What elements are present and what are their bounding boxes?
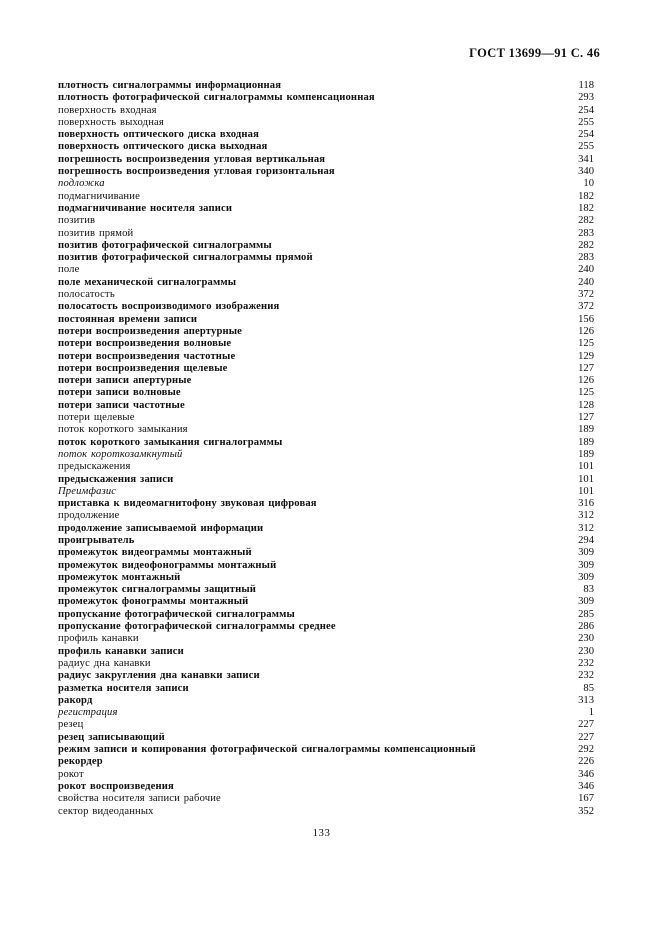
entry-term: режим записи и копирования фотографической сигналограммы компенсационный: [58, 744, 476, 756]
index-entry: [58, 510, 594, 522]
entry-page-number: 372: [578, 301, 594, 313]
entry-term: поток короткого замыкания: [58, 424, 188, 436]
entry-page-number: 125: [578, 338, 594, 350]
index-entry: [58, 793, 594, 805]
entry-term: профиль канавки записи: [58, 645, 184, 657]
entry-page-number: 101: [578, 473, 594, 485]
index-entry: [58, 732, 594, 744]
entry-term: потери воспроизведения апертурные: [58, 325, 243, 337]
entry-term: промежуток фонограммы монтажный: [58, 596, 249, 608]
entry-page-number: 127: [578, 412, 594, 424]
index-entry: [58, 646, 594, 658]
entry-term: поверхность выходная: [58, 116, 164, 128]
index-entry: [58, 596, 594, 608]
entry-page-number: 372: [578, 289, 594, 301]
entry-term: резец: [58, 719, 84, 731]
index-entry: [58, 314, 594, 326]
entry-term: разметка носителя записи: [58, 682, 189, 694]
entry-term: ракорд: [58, 694, 93, 706]
entry-page-number: 83: [583, 584, 594, 596]
index-entry: [58, 621, 594, 633]
entry-term: поток короткого замыкания сигналограммы: [58, 436, 283, 448]
entry-page-number: 286: [578, 621, 594, 633]
entry-term: промежуток видеограммы монтажный: [58, 547, 252, 559]
entry-page-number: 255: [578, 116, 594, 128]
index-entry: [58, 486, 594, 498]
entry-page-number: 101: [578, 485, 594, 497]
entry-page-number: 294: [578, 534, 594, 546]
index-entry: [58, 240, 594, 252]
page-number: 133: [312, 827, 331, 839]
entry-term: потери записи частотные: [58, 399, 185, 411]
index-entry: [58, 683, 594, 695]
entry-page-number: 182: [578, 190, 594, 202]
entry-page-number: 227: [578, 731, 594, 743]
entry-page-number: 230: [578, 645, 594, 657]
entry-term: сектор видеоданных: [58, 805, 154, 817]
entry-term: поле механической сигналограммы: [58, 276, 237, 288]
entry-term: поверхность входная: [58, 104, 157, 116]
entry-term: поле: [58, 264, 80, 276]
entry-page-number: 189: [578, 448, 594, 460]
entry-term: рокот воспроизведения: [58, 780, 174, 792]
index-entry: [58, 498, 594, 510]
index-entry: [58, 117, 594, 129]
entry-page-number: 240: [578, 264, 594, 276]
entry-term: поверхность оптического диска входная: [58, 129, 259, 141]
entry-page-number: 167: [578, 793, 594, 805]
entry-term: продолжение записываемой информации: [58, 522, 264, 534]
entry-page-number: 127: [578, 362, 594, 374]
entry-term: подмагничивание: [58, 190, 140, 202]
index-entry: [58, 203, 594, 215]
entry-page-number: 346: [578, 768, 594, 780]
index-entry: [58, 191, 594, 203]
entry-term: полосатость воспроизводимого изображения: [58, 301, 280, 313]
index-entry: [58, 154, 594, 166]
index-entry: [58, 707, 594, 719]
index-entry: [58, 695, 594, 707]
entry-term: проигрыватель: [58, 534, 135, 546]
entry-page-number: 341: [578, 153, 594, 165]
entry-page-number: 125: [578, 387, 594, 399]
entry-term: промежуток видеофонограммы монтажный: [58, 559, 277, 571]
entry-term: позитив фотографической сигналограммы: [58, 239, 272, 251]
index-entry: [58, 141, 594, 153]
index-entry: [58, 572, 594, 584]
index-entry: [58, 474, 594, 486]
entry-term: рокот: [58, 768, 84, 780]
entry-page-number: 293: [578, 92, 594, 104]
entry-term: свойства носителя записи рабочие: [58, 793, 221, 805]
entry-page-number: 352: [578, 805, 594, 817]
index-entry: [58, 633, 594, 645]
index-entry: [58, 178, 594, 190]
index-entry: [58, 560, 594, 572]
entry-page-number: 255: [578, 141, 594, 153]
entry-page-number: 126: [578, 325, 594, 337]
index-entry: [58, 289, 594, 301]
entry-page-number: 128: [578, 399, 594, 411]
index-entry: [58, 338, 594, 350]
entry-page-number: 230: [578, 633, 594, 645]
entry-page-number: 156: [578, 313, 594, 325]
entry-term: полосатость: [58, 289, 115, 301]
index-entry: [58, 252, 594, 264]
entry-term: профиль канавки: [58, 633, 139, 645]
index-entry: [58, 719, 594, 731]
index-entry: [58, 301, 594, 313]
index-entry: [58, 326, 594, 338]
entry-term: Преимфазис: [58, 485, 117, 497]
index-entry: [58, 412, 594, 424]
entry-page-number: 309: [578, 571, 594, 583]
index-list: [58, 80, 594, 818]
entry-term: позитив прямой: [58, 227, 134, 239]
entry-term: подмагничивание носителя записи: [58, 202, 233, 214]
entry-page-number: 309: [578, 547, 594, 559]
entry-page-number: 118: [578, 80, 594, 91]
index-entry: [58, 166, 594, 178]
entry-page-number: 312: [578, 522, 594, 534]
entry-page-number: 189: [578, 436, 594, 448]
index-entry: [58, 523, 594, 535]
entry-term: поток короткозамкнутый: [58, 448, 183, 460]
entry-page-number: 313: [578, 694, 594, 706]
entry-page-number: 340: [578, 166, 594, 178]
index-entry: [58, 658, 594, 670]
entry-page-number: 232: [578, 670, 594, 682]
entry-page-number: 227: [578, 719, 594, 731]
index-entry: [58, 547, 594, 559]
entry-term: погрешность воспроизведения угловая горизонтальная: [58, 166, 335, 178]
index-entry: [58, 375, 594, 387]
index-entry: [58, 424, 594, 436]
entry-term: плотность фотографической сигналограммы компенсационная: [58, 92, 375, 104]
index-entry: [58, 744, 594, 756]
index-entry: [58, 129, 594, 141]
entry-page-number: 240: [578, 276, 594, 288]
entry-page-number: 283: [578, 227, 594, 239]
entry-page-number: 1: [588, 707, 594, 719]
entry-page-number: 232: [578, 657, 594, 669]
index-entry: [58, 584, 594, 596]
index-entry: [58, 264, 594, 276]
index-entry: [58, 92, 594, 104]
index-entry: [58, 351, 594, 363]
entry-page-number: 189: [578, 424, 594, 436]
entry-page-number: 283: [578, 252, 594, 264]
index-entry: [58, 781, 594, 793]
entry-term: приставка к видеомагнитофону звуковая цифровая: [58, 498, 317, 510]
entry-term: пропускание фотографической сигналограммы среднее: [58, 621, 336, 633]
index-entry: [58, 277, 594, 289]
entry-term: потери щелевые: [58, 412, 135, 424]
entry-page-number: 101: [578, 461, 594, 473]
index-entry: [58, 105, 594, 117]
entry-page-number: 346: [578, 780, 594, 792]
index-entry: [58, 670, 594, 682]
index-entry: [58, 609, 594, 621]
entry-term: погрешность воспроизведения угловая вертикальная: [58, 153, 326, 165]
index-entry: [58, 400, 594, 412]
index-entry: [58, 756, 594, 768]
entry-term: рекордер: [58, 756, 103, 768]
entry-term: промежуток монтажный: [58, 571, 181, 583]
entry-page-number: 312: [578, 510, 594, 522]
entry-page-number: 85: [583, 682, 594, 694]
entry-page-number: 126: [578, 375, 594, 387]
entry-term: потери воспроизведения частотные: [58, 350, 236, 362]
standard-header: ГОСТ 13699—91 С. 46: [469, 46, 600, 60]
entry-term: продолжение: [58, 510, 120, 522]
entry-term: плотность сигналограммы информационная: [58, 80, 282, 91]
entry-page-number: 10: [583, 178, 594, 190]
entry-page-number: 254: [578, 104, 594, 116]
index-entry: [58, 363, 594, 375]
index-entry: [58, 806, 594, 818]
entry-page-number: 254: [578, 129, 594, 141]
entry-term: резец записывающий: [58, 731, 165, 743]
entry-page-number: 282: [578, 239, 594, 251]
index-entry: [58, 437, 594, 449]
entry-page-number: 226: [578, 756, 594, 768]
index-entry: [58, 535, 594, 547]
entry-term: потери воспроизведения волновые: [58, 338, 232, 350]
index-entry: [58, 215, 594, 227]
entry-page-number: 316: [578, 498, 594, 510]
entry-term: потери записи волновые: [58, 387, 181, 399]
entry-page-number: 309: [578, 559, 594, 571]
entry-term: потери воспроизведения щелевые: [58, 362, 228, 374]
entry-term: подложка: [58, 178, 105, 190]
entry-term: радиус дна канавки: [58, 657, 151, 669]
entry-page-number: 182: [578, 202, 594, 214]
entry-term: позитив: [58, 215, 96, 227]
entry-term: предыскажения: [58, 461, 131, 473]
entry-page-number: 292: [578, 744, 594, 756]
index-entry: [58, 80, 594, 92]
entry-term: пропускание фотографической сигналограммы: [58, 608, 295, 620]
index-entry: [58, 769, 594, 781]
entry-page-number: 129: [578, 350, 594, 362]
entry-term: регистрация: [58, 707, 118, 719]
entry-term: предыскажения записи: [58, 473, 174, 485]
entry-term: промежуток сигналограммы защитный: [58, 584, 257, 596]
index-entry: [58, 228, 594, 240]
entry-page-number: 309: [578, 596, 594, 608]
entry-term: поверхность оптического диска выходная: [58, 141, 268, 153]
entry-page-number: 285: [578, 608, 594, 620]
entry-term: радиус закругления дна канавки записи: [58, 670, 260, 682]
index-entry: [58, 449, 594, 461]
entry-term: постоянная времени записи: [58, 313, 198, 325]
entry-term: позитив фотографической сигналограммы прямой: [58, 252, 313, 264]
entry-page-number: 282: [578, 215, 594, 227]
index-entry: [58, 387, 594, 399]
entry-term: потери записи апертурные: [58, 375, 192, 387]
index-entry: [58, 461, 594, 473]
